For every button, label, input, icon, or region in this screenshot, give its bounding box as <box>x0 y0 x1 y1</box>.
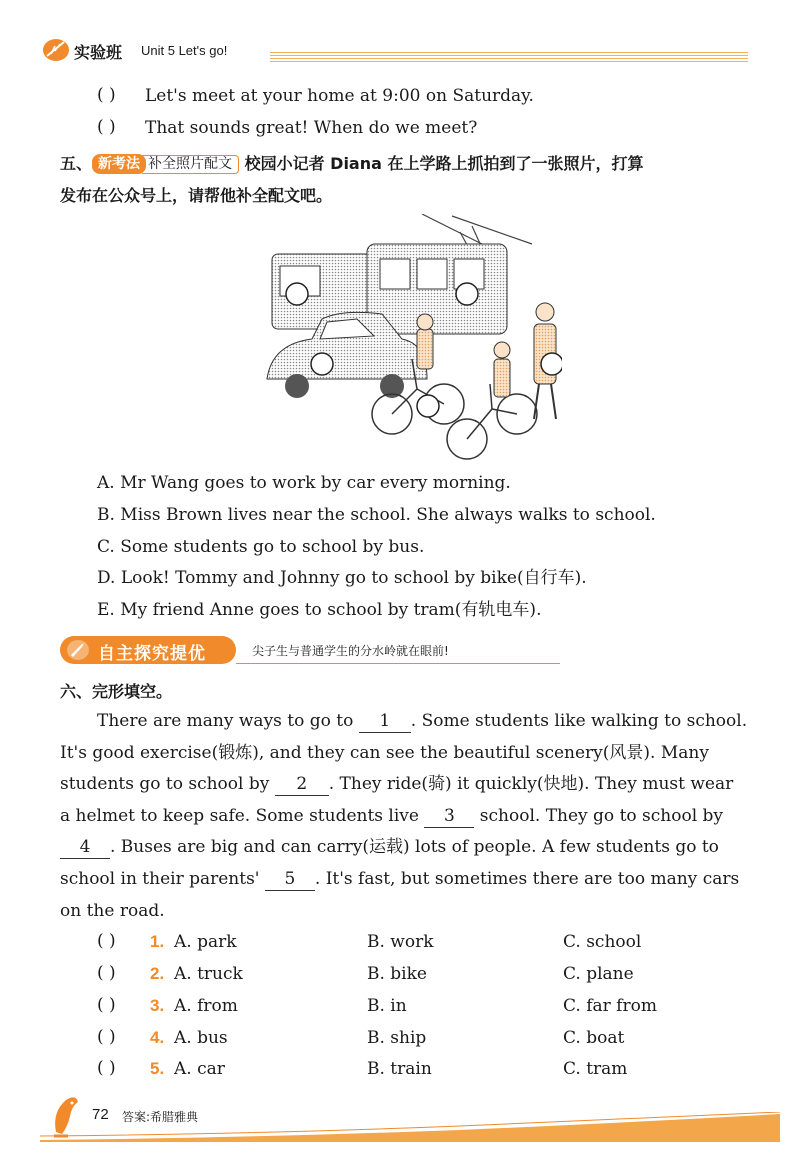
header-stripe <box>270 52 748 62</box>
choice-a[interactable]: A. park <box>174 932 237 952</box>
passage-line-7: on the road. <box>60 901 165 921</box>
choice-b[interactable]: B. train <box>367 1059 432 1079</box>
banner-title: 自主探究提优 <box>98 644 206 664</box>
dolphin-mascot-icon <box>48 1092 84 1140</box>
question-number: 5. <box>150 1059 165 1078</box>
blank-2[interactable]: 2 <box>275 773 329 796</box>
blank-5[interactable]: 5 <box>265 868 315 891</box>
choice-b[interactable]: B. ship <box>367 1028 427 1048</box>
page-header <box>40 34 760 68</box>
choice-a[interactable]: A. car <box>174 1059 225 1079</box>
sec6-title: 六、完形填空。 <box>60 682 173 701</box>
sec5-heading <box>60 151 644 174</box>
passage-text: . Buses are big and can carry(运载) lots of people. A few students go to <box>110 837 719 857</box>
choice-c[interactable]: C. boat <box>563 1028 625 1048</box>
dialogue-line: That sounds great! When do we meet? <box>145 118 478 138</box>
new-format-tag: 新考法 <box>92 154 146 174</box>
dialogue-line: Let's meet at your home at 9:00 on Saturday. <box>145 86 534 106</box>
answer-paren[interactable]: ( ) <box>97 995 116 1015</box>
answer-paren[interactable]: ( ) <box>97 931 116 951</box>
page-footer <box>40 1092 780 1142</box>
passage-line-4 <box>60 805 723 828</box>
option-b: B. Miss Brown lives near the school. She always walks to school. <box>97 505 656 525</box>
choice-b[interactable]: B. in <box>367 996 407 1016</box>
enrichment-banner <box>60 636 500 666</box>
passage-line-6 <box>60 868 739 891</box>
passage-line-1 <box>97 710 747 733</box>
question-number: 4. <box>150 1028 165 1047</box>
answer-paren[interactable]: ( ) <box>97 963 116 983</box>
passage-text: There are many ways to go to <box>97 711 354 731</box>
passage-line-5 <box>60 836 719 859</box>
format-desc-tag: 补全照片配文 <box>142 155 239 174</box>
passage-text: school. They go to school by <box>479 806 724 826</box>
passage-text: a helmet to keep safe. Some students live <box>60 806 419 826</box>
blank-4[interactable]: 4 <box>60 836 110 859</box>
choice-a[interactable]: A. from <box>174 996 238 1016</box>
street-photo-illustration <box>262 214 562 464</box>
passage-text: . It's fast, but sometimes there are too many cars <box>314 869 740 889</box>
choice-a[interactable]: A. bus <box>174 1028 228 1048</box>
leaf-logo-icon <box>42 36 70 62</box>
brand-title: 实验班 <box>74 43 123 62</box>
answer-paren[interactable]: ( ) <box>97 117 116 137</box>
blank-3[interactable]: 3 <box>424 805 474 828</box>
choice-c[interactable]: C. school <box>563 932 642 952</box>
rocket-icon <box>66 639 90 661</box>
answer-note: 答案:希腊雅典 <box>122 1110 199 1124</box>
passage-line-3 <box>60 773 733 796</box>
answer-paren[interactable]: ( ) <box>97 1058 116 1078</box>
option-a: A. Mr Wang goes to work by car every morning. <box>97 473 511 493</box>
banner-subtitle: 尖子生与普通学生的分水岭就在眼前! <box>252 644 449 658</box>
passage-text: students go to school by <box>60 774 270 794</box>
choice-a[interactable]: A. truck <box>174 964 243 984</box>
answer-paren[interactable]: ( ) <box>97 85 116 105</box>
unit-title: Unit 5 Let's go! <box>141 43 228 58</box>
option-c: C. Some students go to school by bus. <box>97 537 425 557</box>
passage-text: . They ride(骑) it quickly(快地). They must wear <box>328 774 734 794</box>
sec5-instruction-1: 校园小记者 Diana 在上学路上抓拍到了一张照片，打算 <box>244 154 644 173</box>
question-number: 2. <box>150 964 165 983</box>
passage-text: school in their parents' <box>60 869 260 889</box>
sec5-instruction-2: 发布在公众号上，请帮他补全配文吧。 <box>60 186 333 205</box>
page-number: 72 <box>92 1106 109 1123</box>
option-d: D. Look! Tommy and Johnny go to school by bike(自行车). <box>97 568 587 588</box>
choice-b[interactable]: B. work <box>367 932 434 952</box>
sec5-number: 五、 <box>60 154 93 173</box>
question-number: 1. <box>150 932 165 951</box>
banner-rule <box>236 663 560 664</box>
question-number: 3. <box>150 996 165 1015</box>
blank-1[interactable]: 1 <box>359 710 411 733</box>
choice-c[interactable]: C. tram <box>563 1059 628 1079</box>
choice-c[interactable]: C. far from <box>563 996 657 1016</box>
choice-c[interactable]: C. plane <box>563 964 634 984</box>
choice-b[interactable]: B. bike <box>367 964 427 984</box>
passage-line-2: It's good exercise(锻炼), and they can see the beautiful scenery(风景). Many <box>60 743 709 763</box>
passage-text: . Some students like walking to school. <box>410 711 748 731</box>
option-e: E. My friend Anne goes to school by tram(有轨电车). <box>97 600 542 620</box>
answer-paren[interactable]: ( ) <box>97 1027 116 1047</box>
